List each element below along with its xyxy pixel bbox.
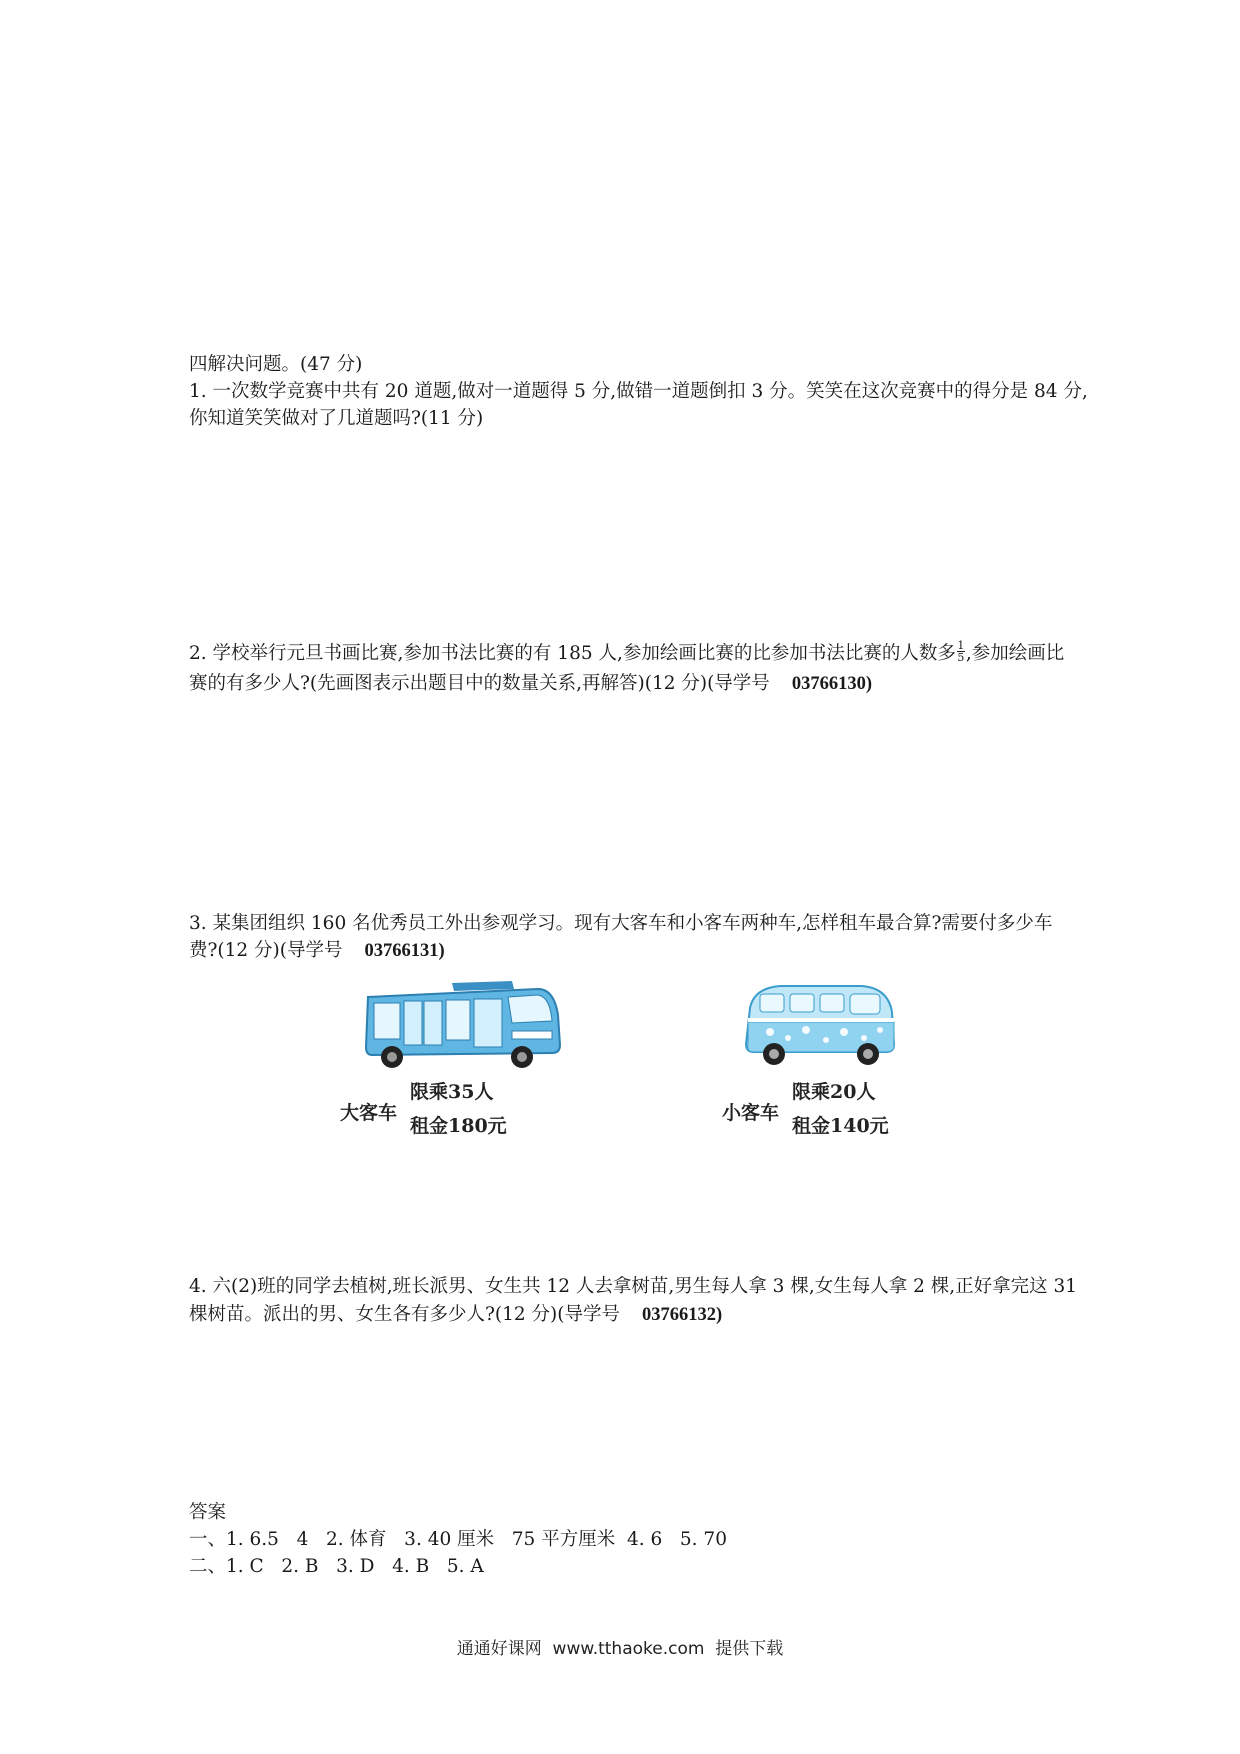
question-2-text-b: ,参加绘画比 (965, 643, 1065, 664)
big-bus-rent: 租金180元 (410, 1115, 507, 1137)
guide-code-2: 03766130) (791, 674, 872, 694)
fraction-one-fifth: $\frac{1}{5}$ (957, 639, 965, 664)
small-bus-rent: 租金140元 (792, 1115, 889, 1137)
small-bus-name: 小客车 (722, 1102, 780, 1124)
answers-title: 答案 (189, 1502, 227, 1523)
question-2-text-a: 2. 学校举行元旦书画比赛,参加书法比赛的有 185 人,参加绘画比赛的比参加书法比赛的人数多 (189, 643, 956, 664)
question-2-line-2: 赛的有多少人?(先画图表示出题目中的数量关系,再解答)(12 分)(导学号 03766130) (189, 673, 872, 694)
small-bus-image (740, 978, 900, 1070)
question-2-line-1 (189, 641, 1064, 667)
question-1-line-2: 你知道笑笑做对了几道题吗?(11 分) (189, 408, 484, 429)
question-4-line-1: 4. 六(2)班的同学去植树,班长派男、女生共 12 人去拿树苗,男生每人拿 3 棵,女生每人拿 2 棵,正好拿完这 31 (189, 1276, 1078, 1297)
question-4-line-2: 棵树苗。派出的男、女生各有多少人?(12 分)(导学号 03766132) (189, 1304, 723, 1325)
guide-code-4: 03766132) (642, 1305, 723, 1325)
big-bus-capacity: 限乘35人 (410, 1081, 494, 1103)
small-bus-capacity: 限乘20人 (792, 1081, 876, 1103)
question-1-line-1: 1. 一次数学竞赛中共有 20 道题,做对一道题得 5 分,做错一道题倒扣 3 分。笑笑在这次竞赛中的得分是 84 分, (189, 381, 1088, 402)
answers-row-2: 二、1. C 2. B 3. D 4. B 5. A (189, 1556, 484, 1577)
guide-code-3: 03766131) (364, 941, 445, 961)
footer-credit: 通通好课网 www.tthaoke.com 提供下载 (456, 1639, 784, 1659)
section-title: 四解决问题。(47 分) (189, 354, 363, 375)
answers-row-1: 一、1. 6.5 4 2. 体育 3. 40 厘米 75 平方厘米 4. 6 5. 70 (189, 1529, 727, 1550)
big-bus-name: 大客车 (340, 1102, 398, 1124)
big-bus-image (362, 975, 562, 1071)
question-3-line-1: 3. 某集团组织 160 名优秀员工外出参观学习。现有大客车和小客车两种车,怎样租车最合算?需要付多少车 (189, 913, 1053, 934)
question-3-line-2: 费?(12 分)(导学号 03766131) (189, 940, 445, 961)
